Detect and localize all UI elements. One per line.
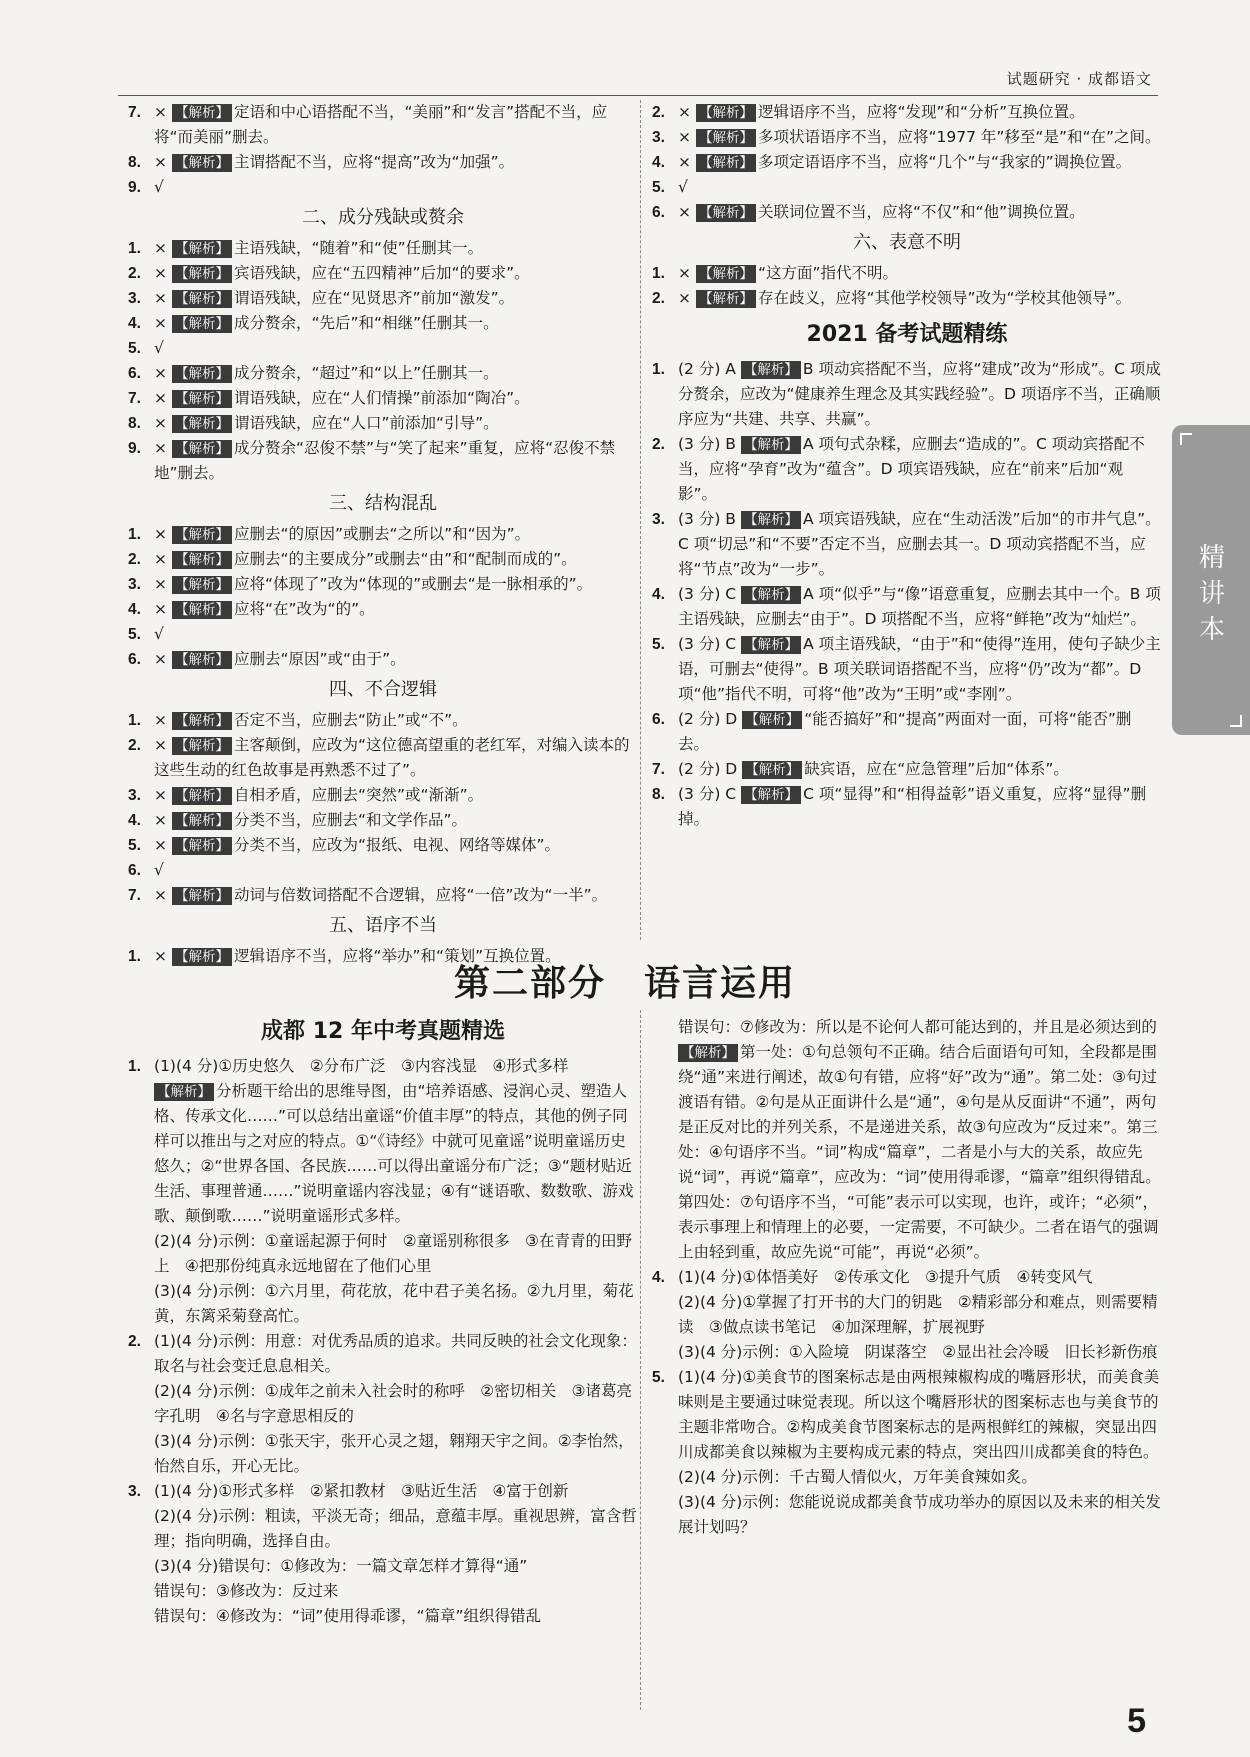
- answer-item: [652, 357, 1162, 432]
- item-number: 3.: [128, 787, 141, 804]
- analysis-tag: 【解析】: [172, 948, 232, 966]
- answer-explanation: A 项“似乎”与“像”语意重复，应删去其中一个。B 项主语残缺，应删去“由于”。D 项搭配不当，应将“鲜艳”改为“灿烂”。: [678, 585, 1161, 628]
- answer-explanation: 错误句：④修改为：“词”使用得乖谬，“篇章”组织得错乱: [154, 1607, 542, 1625]
- item-number: 6.: [128, 862, 141, 879]
- answer-item: [128, 647, 638, 672]
- item-number: 9.: [128, 179, 141, 196]
- analysis-tag: 【解析】: [172, 265, 232, 283]
- analysis-tag: 【解析】: [172, 526, 232, 544]
- item-number: 8.: [128, 415, 141, 432]
- answer-item: [652, 1265, 1162, 1290]
- analysis-tag: 【解析】: [172, 737, 232, 755]
- answer-explanation: 主客颠倒，应改为“这位德高望重的老红军，对编入读本的这些生动的红色故事是再熟悉不过了”。: [154, 736, 630, 779]
- item-number: 5.: [652, 179, 665, 196]
- analysis-tag: 【解析】: [172, 240, 232, 258]
- answer-item: [128, 236, 638, 261]
- answer-explanation: 否定不当，应删去“防止”或“不”。: [234, 711, 468, 729]
- answer-explanation: “这方面”指代不明。: [758, 264, 899, 282]
- analysis-tag: 【解析】: [742, 761, 802, 779]
- analysis-tag: 【解析】: [172, 154, 232, 172]
- answer-explanation: 应删去“原因”或“由于”。: [234, 650, 406, 668]
- tab-corner-mark: [1180, 433, 1192, 445]
- analysis-tag: 【解析】: [172, 390, 232, 408]
- answer-item: [652, 432, 1162, 507]
- right-column-bottom: [652, 1015, 1162, 1540]
- answer-explanation: 关联词位置不当，应将“不仅”和“他”调换位置。: [758, 203, 1085, 221]
- answer-item: [128, 708, 638, 733]
- answer-text: [128, 1554, 638, 1579]
- analysis-tag: 【解析】: [696, 154, 756, 172]
- answer-text: [652, 1015, 1162, 1040]
- analysis-tag: 【解析】: [741, 436, 801, 454]
- answer-mark: ×: [154, 550, 167, 568]
- answer-explanation: 成分赘余，“超过”和“以上”任删其一。: [234, 364, 499, 382]
- answer-explanation: 定语和中心语搭配不当，“美丽”和“发言”搭配不当，应将“而美丽”删去。: [154, 103, 608, 146]
- answer-explanation: (2)(4 分)示例：①童谣起源于何时 ②童谣别称很多 ③在青青的田野上 ④把那份纯真永远地留在了他们心里: [154, 1232, 633, 1275]
- item-number: 6.: [652, 204, 665, 221]
- answer-explanation: 谓语残缺，应在“见贤思齐”前加“激发”。: [234, 289, 515, 307]
- answer-mark: ×: [154, 575, 167, 593]
- item-number: 2.: [652, 436, 665, 453]
- analysis-tag: 【解析】: [172, 601, 232, 619]
- answer-mark: ×: [154, 103, 167, 121]
- column-divider: [640, 100, 641, 940]
- answer-mark: ×: [678, 203, 691, 221]
- analysis-tag: 【解析】: [172, 365, 232, 383]
- answer-mark: (3 分) C: [678, 785, 737, 803]
- answer-explanation: 多项状语语序不当，应将“1977 年”移至“是”和“在”之间。: [758, 128, 1161, 146]
- answer-item: [128, 286, 638, 311]
- answer-mark: ×: [154, 836, 167, 854]
- answer-mark: (3 分) B: [678, 435, 736, 453]
- answer-explanation: (3)(4 分)示例：①六月里，荷花放，花中君子美名扬。②九月里，菊花黄，东篱采菊登高忙。: [154, 1282, 634, 1325]
- answer-mark: ×: [154, 736, 167, 754]
- item-number: 7.: [128, 390, 141, 407]
- answer-explanation: 主语残缺，“随着”和“使”任删其一。: [234, 239, 484, 257]
- answer-explanation: 应将“体现了”改为“体现的”或删去“是一脉相承的”。: [234, 575, 593, 593]
- answer-explanation: 自相矛盾，应删去“突然”或“渐渐”。: [234, 786, 484, 804]
- answer-explanation: C 项“显得”和“相得益彰”语义重复，应将“显得”删掉。: [678, 785, 1147, 828]
- answer-mark: ×: [154, 811, 167, 829]
- analysis-tag: 【解析】: [172, 440, 232, 458]
- answer-mark: ×: [154, 711, 167, 729]
- item-number: 4.: [652, 154, 665, 171]
- answer-mark: ×: [678, 128, 691, 146]
- analysis-tag: 【解析】: [696, 104, 756, 122]
- answer-explanation: (2)(4 分)①掌握了打开书的大门的钥匙 ②精彩部分和难点，则需要精读 ③做点读书笔记 ④加深理解，扩展视野: [678, 1293, 1158, 1336]
- answer-mark: (3 分) C: [678, 635, 737, 653]
- answer-mark: ×: [154, 525, 167, 543]
- item-number: 1.: [128, 240, 141, 257]
- answer-mark: ×: [678, 103, 691, 121]
- analysis-tag: 【解析】: [172, 576, 232, 594]
- answer-explanation: 缺宾语，应在“应急管理”后加“体系”。: [804, 760, 1069, 778]
- answer-explanation: (3)(4 分)示例：①张天宇，张开心灵之翅，翱翔天宇之间。②李怡然，怡然自乐，开心无比。: [154, 1432, 634, 1475]
- analysis-tag: 【解析】: [172, 651, 232, 669]
- answer-mark: ×: [154, 600, 167, 618]
- section-subtitle: 五、语序不当: [329, 915, 437, 936]
- item-number: 7.: [652, 761, 665, 778]
- side-tab-label: 精讲本: [1198, 543, 1225, 645]
- analysis-tag: 【解析】: [172, 837, 232, 855]
- running-header: 试题研究 · 成都语文: [1006, 70, 1152, 88]
- answer-mark: √: [154, 625, 164, 643]
- analysis-tag: 【解析】: [696, 265, 756, 283]
- answer-explanation: (1)(4 分)①体悟美好 ②传承文化 ③提升气质 ④转变风气: [678, 1268, 1093, 1286]
- item-number: 4.: [128, 315, 141, 332]
- answer-item: [128, 572, 638, 597]
- analysis-tag: 【解析】: [172, 812, 232, 830]
- answer-item: [652, 1365, 1162, 1465]
- answer-item: [128, 150, 638, 175]
- section-subtitle: 三、结构混乱: [329, 493, 437, 514]
- answer-explanation: 分析题干给出的思维导图，由“培养语感、浸润心灵、塑造人格、传承文化……”可以总结出童谣“价值丰厚”的特点，其他的例子同样可以推出与之对应的特点。①“《诗经》中就可见童谣”说明童谣历史悠久；②“世界各国、各民族……可以得出童谣分布广泛；③“题材贴近生活、事理普通……”说明童谣内容浅显；④有“谜语歌、数数歌、游戏歌、颠倒歌……”说明童谣形式多样。: [154, 1082, 634, 1225]
- answer-text: [128, 1079, 638, 1229]
- answer-item: [652, 200, 1162, 225]
- section-heading: 成都 12 年中考真题精选: [261, 1019, 505, 1044]
- analysis-tag: 【解析】: [742, 711, 802, 729]
- answer-item: [128, 597, 638, 622]
- answer-mark: (3 分) C: [678, 585, 737, 603]
- answer-item: [128, 783, 638, 808]
- analysis-tag: 【解析】: [172, 290, 232, 308]
- answer-item: [128, 547, 638, 572]
- answer-text: [652, 1340, 1162, 1365]
- item-number: 8.: [128, 154, 141, 171]
- analysis-tag: 【解析】: [696, 129, 756, 147]
- header-rule: [118, 95, 1158, 96]
- answer-mark: ×: [154, 947, 167, 965]
- answer-explanation: (1)(4 分)①美食节的图案标志是由两根辣椒构成的嘴唇形状，而美食美味则是主要通过味觉表现。所以这个嘴唇形状的图案标志也与美食节的主题非常吻合。②构成美食节图案标志的是两根鲜红的辣椒，突显出四川成都美食以辣椒为主要构成元素的特点，突出四川成都美食的特色。: [678, 1368, 1160, 1461]
- answer-item: [128, 336, 638, 361]
- analysis-tag: 【解析】: [741, 786, 801, 804]
- analysis-tag: 【解析】: [741, 636, 801, 654]
- answer-explanation: “能否搞好”和“提高”两面对一面，可将“能否”删去。: [678, 710, 1132, 753]
- answer-explanation: 应删去“的原因”或删去“之所以”和“因为”。: [234, 525, 531, 543]
- item-number: 2.: [652, 104, 665, 121]
- analysis-tag: 【解析】: [696, 204, 756, 222]
- answer-item: [128, 311, 638, 336]
- answer-explanation: (1)(4 分)①形式多样 ②紧扣教材 ③贴近生活 ④富于创新: [154, 1482, 569, 1500]
- answer-text: [128, 1604, 638, 1629]
- item-number: 2.: [128, 737, 141, 754]
- section-subtitle: 二、成分残缺或赘余: [302, 207, 464, 228]
- answer-item: [128, 261, 638, 286]
- answer-mark: ×: [154, 650, 167, 668]
- item-number: 5.: [652, 1369, 665, 1386]
- answer-item: [652, 100, 1162, 125]
- section-subtitle: 四、不合逻辑: [329, 679, 437, 700]
- answer-explanation: 应删去“的主要成分”或删去“由”和“配制而成的”。: [234, 550, 577, 568]
- answer-explanation: 成分赘余“忍俊不禁”与“笑了起来”重复，应将“忍俊不禁地”删去。: [154, 439, 616, 482]
- answer-item: [652, 582, 1162, 632]
- answer-explanation: (2)(4 分)示例：粗读，平淡无奇；细品，意蕴丰厚。重视思辨，富含哲理；指向明确，选择自由。: [154, 1507, 637, 1550]
- answer-explanation: 存在歧义，应将“其他学校领导”改为“学校其他领导”。: [758, 289, 1132, 307]
- analysis-tag: 【解析】: [172, 315, 232, 333]
- tab-corner-mark: [1230, 715, 1242, 727]
- answer-explanation: 多项定语语序不当，应将“几个”与“我家的”调换位置。: [758, 153, 1132, 171]
- analysis-tag: 【解析】: [172, 787, 232, 805]
- answer-explanation: 动词与倍数词搭配不合逻辑，应将“一倍”改为“一半”。: [234, 886, 608, 904]
- section-subtitle: 六、表意不明: [853, 232, 961, 253]
- answer-mark: ×: [154, 439, 167, 457]
- answer-mark: √: [154, 861, 164, 879]
- answer-item: [652, 286, 1162, 311]
- answer-text: [652, 1465, 1162, 1490]
- analysis-tag: 【解析】: [154, 1083, 214, 1101]
- left-column-bottom: [128, 1008, 638, 1629]
- answer-explanation: (2)(4 分)示例：①成年之前未入社会时的称呼 ②密切相关 ③诸葛亮字孔明 ④名与字意思相反的: [154, 1382, 633, 1425]
- right-column-top: [652, 100, 1162, 832]
- analysis-tag: 【解析】: [741, 586, 801, 604]
- answer-text: [128, 1279, 638, 1329]
- answer-explanation: A 项主语残缺，“由于”和“使得”连用，使句子缺少主语，可删去“使得”。B 项关联词语搭配不当，应将“仍”改为“都”。D 项“他”指代不明，可将“他”改为“王明”或“李刚”。: [678, 635, 1161, 703]
- answer-item: [652, 707, 1162, 757]
- answer-item: [128, 175, 638, 200]
- answer-item: [128, 858, 638, 883]
- answer-text: [652, 1490, 1162, 1540]
- answer-explanation: 错误句：⑦修改为：所以是不论何人都可能达到的，并且是必须达到的: [678, 1018, 1157, 1036]
- answer-item: [128, 386, 638, 411]
- answer-item: [128, 522, 638, 547]
- answer-explanation: 主谓搭配不当，应将“提高”改为“加强”。: [234, 153, 515, 171]
- answer-item: [128, 1329, 638, 1379]
- analysis-tag: 【解析】: [696, 290, 756, 308]
- answer-explanation: 第一处：①句总领句不正确。结合后面语句可知，全段都是围绕“通”来进行阐述，故①句有错，应将“好”改为“通”。第二处：③句过渡语有错。②句是从正面讲什么是“通”，④句是从反面讲“不通”，两句是正反对比的并列关系，不是递进关系，故③句应改为“反过来”。第三处：④句语序不当。“词”构成“篇章”，二者是小与大的关系，故应先说“词”，再说“篇章”，应改为：“词”使用得乖谬，“篇章”组织得错乱。第四处：⑦句语序不当，“可能”表示可以实现，也许，或许；“必须”，表示事理上和情理上的必要，一定需要，不可缺少。二者在语气的强调上由轻到重，故应先说“可能”，再说“必须”。: [678, 1043, 1161, 1261]
- answer-explanation: 逻辑语序不当，应将“举办”和“策划”互换位置。: [234, 947, 561, 965]
- item-number: 7.: [128, 104, 141, 121]
- answer-explanation: 分类不当，应删去“和文学作品”。: [234, 811, 468, 829]
- answer-mark: ×: [154, 414, 167, 432]
- analysis-tag: 【解析】: [172, 551, 232, 569]
- item-number: 2.: [128, 551, 141, 568]
- item-number: 8.: [652, 786, 665, 803]
- answer-item: [652, 632, 1162, 707]
- item-number: 3.: [652, 129, 665, 146]
- answer-mark: √: [678, 178, 688, 196]
- analysis-tag: 【解析】: [172, 104, 232, 122]
- answer-mark: ×: [678, 289, 691, 307]
- item-number: 7.: [128, 887, 141, 904]
- answer-mark: (2 分) A: [678, 360, 736, 378]
- answer-mark: ×: [154, 239, 167, 257]
- item-number: 5.: [128, 837, 141, 854]
- answer-text: [652, 1290, 1162, 1340]
- answer-item: [128, 883, 638, 908]
- item-number: 1.: [652, 361, 665, 378]
- answer-explanation: 成分赘余，“先后”和“相继”任删其一。: [234, 314, 499, 332]
- answer-text: [128, 1504, 638, 1554]
- item-number: 3.: [128, 290, 141, 307]
- answer-explanation: A 项宾语残缺，应在“生动活泼”后加“的市井气息”。C 项“切忌”和“不要”否定不当，应删去其一。D 项动宾搭配不当，应将“节点”改为“一步”。: [678, 510, 1161, 578]
- answer-item: [128, 1054, 638, 1079]
- answer-text: [128, 1579, 638, 1604]
- answer-text: [128, 1379, 638, 1429]
- answer-item: [652, 150, 1162, 175]
- answer-item: [652, 757, 1162, 782]
- answer-item: [128, 833, 638, 858]
- answer-explanation: A 项句式杂糅，应删去“造成的”。C 项动宾搭配不当，应将“孕育”改为“蕴含”。D 项宾语残缺，应在“前来”后加“观影”。: [678, 435, 1145, 503]
- answer-mark: ×: [154, 289, 167, 307]
- item-number: 2.: [652, 290, 665, 307]
- answer-explanation: 错误句：③修改为：反过来: [154, 1582, 339, 1600]
- item-number: 4.: [128, 601, 141, 618]
- answer-explanation: 谓语残缺，应在“人口”前添加“引导”。: [234, 414, 499, 432]
- item-number: 4.: [128, 812, 141, 829]
- analysis-tag: 【解析】: [172, 887, 232, 905]
- item-number: 6.: [128, 365, 141, 382]
- answer-explanation: 应将“在”改为“的”。: [234, 600, 375, 618]
- answer-item: [128, 733, 638, 783]
- item-number: 5.: [128, 340, 141, 357]
- item-number: 1.: [128, 526, 141, 543]
- answer-item: [652, 261, 1162, 286]
- answer-mark: ×: [154, 314, 167, 332]
- answer-explanation: 宾语残缺，应在“五四精神”后加“的要求”。: [234, 264, 530, 282]
- page-number: 5: [1127, 1702, 1146, 1740]
- answer-mark: (3 分) B: [678, 510, 736, 528]
- answer-explanation: (2)(4 分)示例：千古蜀人情似火，万年美食辣如炙。: [678, 1468, 1037, 1486]
- part-title: 第二部分 语言运用: [453, 963, 796, 1004]
- item-number: 1.: [652, 265, 665, 282]
- answer-explanation: 分类不当，应改为“报纸、电视、网络等媒体”。: [234, 836, 561, 854]
- answer-explanation: (3)(4 分)错误句：①修改为：一篇文章怎样才算得“通”: [154, 1557, 528, 1575]
- answer-text: [128, 1229, 638, 1279]
- left-column-top: [128, 100, 638, 969]
- answer-item: [652, 175, 1162, 200]
- answer-explanation: (3)(4 分)示例：您能说说成都美食节成功举办的原因以及未来的相关发展计划吗？: [678, 1493, 1161, 1536]
- item-number: 5.: [128, 626, 141, 643]
- answer-mark: √: [154, 178, 164, 196]
- item-number: 2.: [128, 1333, 141, 1350]
- answer-text: [128, 1429, 638, 1479]
- item-number: 6.: [652, 711, 665, 728]
- section-heading: 2021 备考试题精练: [806, 322, 1008, 347]
- analysis-tag: 【解析】: [172, 712, 232, 730]
- item-number: 2.: [128, 265, 141, 282]
- answer-mark: ×: [678, 153, 691, 171]
- answer-mark: ×: [154, 364, 167, 382]
- item-number: 4.: [652, 1269, 665, 1286]
- item-number: 1.: [128, 948, 141, 965]
- answer-item: [128, 1479, 638, 1504]
- analysis-tag: 【解析】: [741, 511, 801, 529]
- answer-item: [652, 125, 1162, 150]
- answer-mark: ×: [678, 264, 691, 282]
- item-number: 3.: [128, 1483, 141, 1500]
- answer-mark: ×: [154, 886, 167, 904]
- answer-item: [128, 411, 638, 436]
- item-number: 3.: [128, 576, 141, 593]
- item-number: 6.: [128, 651, 141, 668]
- analysis-tag: 【解析】: [678, 1044, 738, 1062]
- answer-item: [128, 622, 638, 647]
- answer-explanation: 逻辑语序不当，应将“发现”和“分析”互换位置。: [758, 103, 1085, 121]
- answer-explanation: B 项动宾搭配不当，应将“建成”改为“形成”。C 项成分赘余，应改为“健康养生理念及其实践经验”。D 项语序不当，正确顺序应为“共建、共享、共赢”。: [678, 360, 1161, 428]
- answer-mark: √: [154, 339, 164, 357]
- answer-item: [128, 361, 638, 386]
- side-tab: [1172, 425, 1250, 735]
- answer-mark: ×: [154, 389, 167, 407]
- item-number: 4.: [652, 586, 665, 603]
- item-number: 3.: [652, 511, 665, 528]
- answer-mark: ×: [154, 264, 167, 282]
- answer-item: [652, 782, 1162, 832]
- column-divider: [640, 1010, 641, 1710]
- answer-item: [128, 100, 638, 150]
- answer-explanation: 谓语残缺，应在“人们情操”前添加“陶冶”。: [234, 389, 530, 407]
- answer-item: [128, 808, 638, 833]
- answer-explanation: (3)(4 分)示例：①入险境 阴谋落空 ②显出社会冷暖 旧长衫新伤痕: [678, 1343, 1158, 1361]
- answer-mark: ×: [154, 786, 167, 804]
- item-number: 1.: [128, 1058, 141, 1075]
- item-number: 9.: [128, 440, 141, 457]
- answer-item: [652, 507, 1162, 582]
- answer-mark: (2 分) D: [678, 760, 738, 778]
- analysis-tag: 【解析】: [741, 361, 801, 379]
- answer-text: [652, 1040, 1162, 1265]
- answer-item: [128, 436, 638, 486]
- analysis-tag: 【解析】: [172, 415, 232, 433]
- item-number: 1.: [128, 712, 141, 729]
- answer-mark: (2 分) D: [678, 710, 738, 728]
- answer-explanation: (1)(4 分)示例：用意：对优秀品质的追求。共同反映的社会文化现象：取名与社会变迁息息相关。: [154, 1332, 637, 1375]
- answer-mark: ×: [154, 153, 167, 171]
- item-number: 5.: [652, 636, 665, 653]
- answer-explanation: (1)(4 分)①历史悠久 ②分布广泛 ③内容浅显 ④形式多样: [154, 1057, 569, 1075]
